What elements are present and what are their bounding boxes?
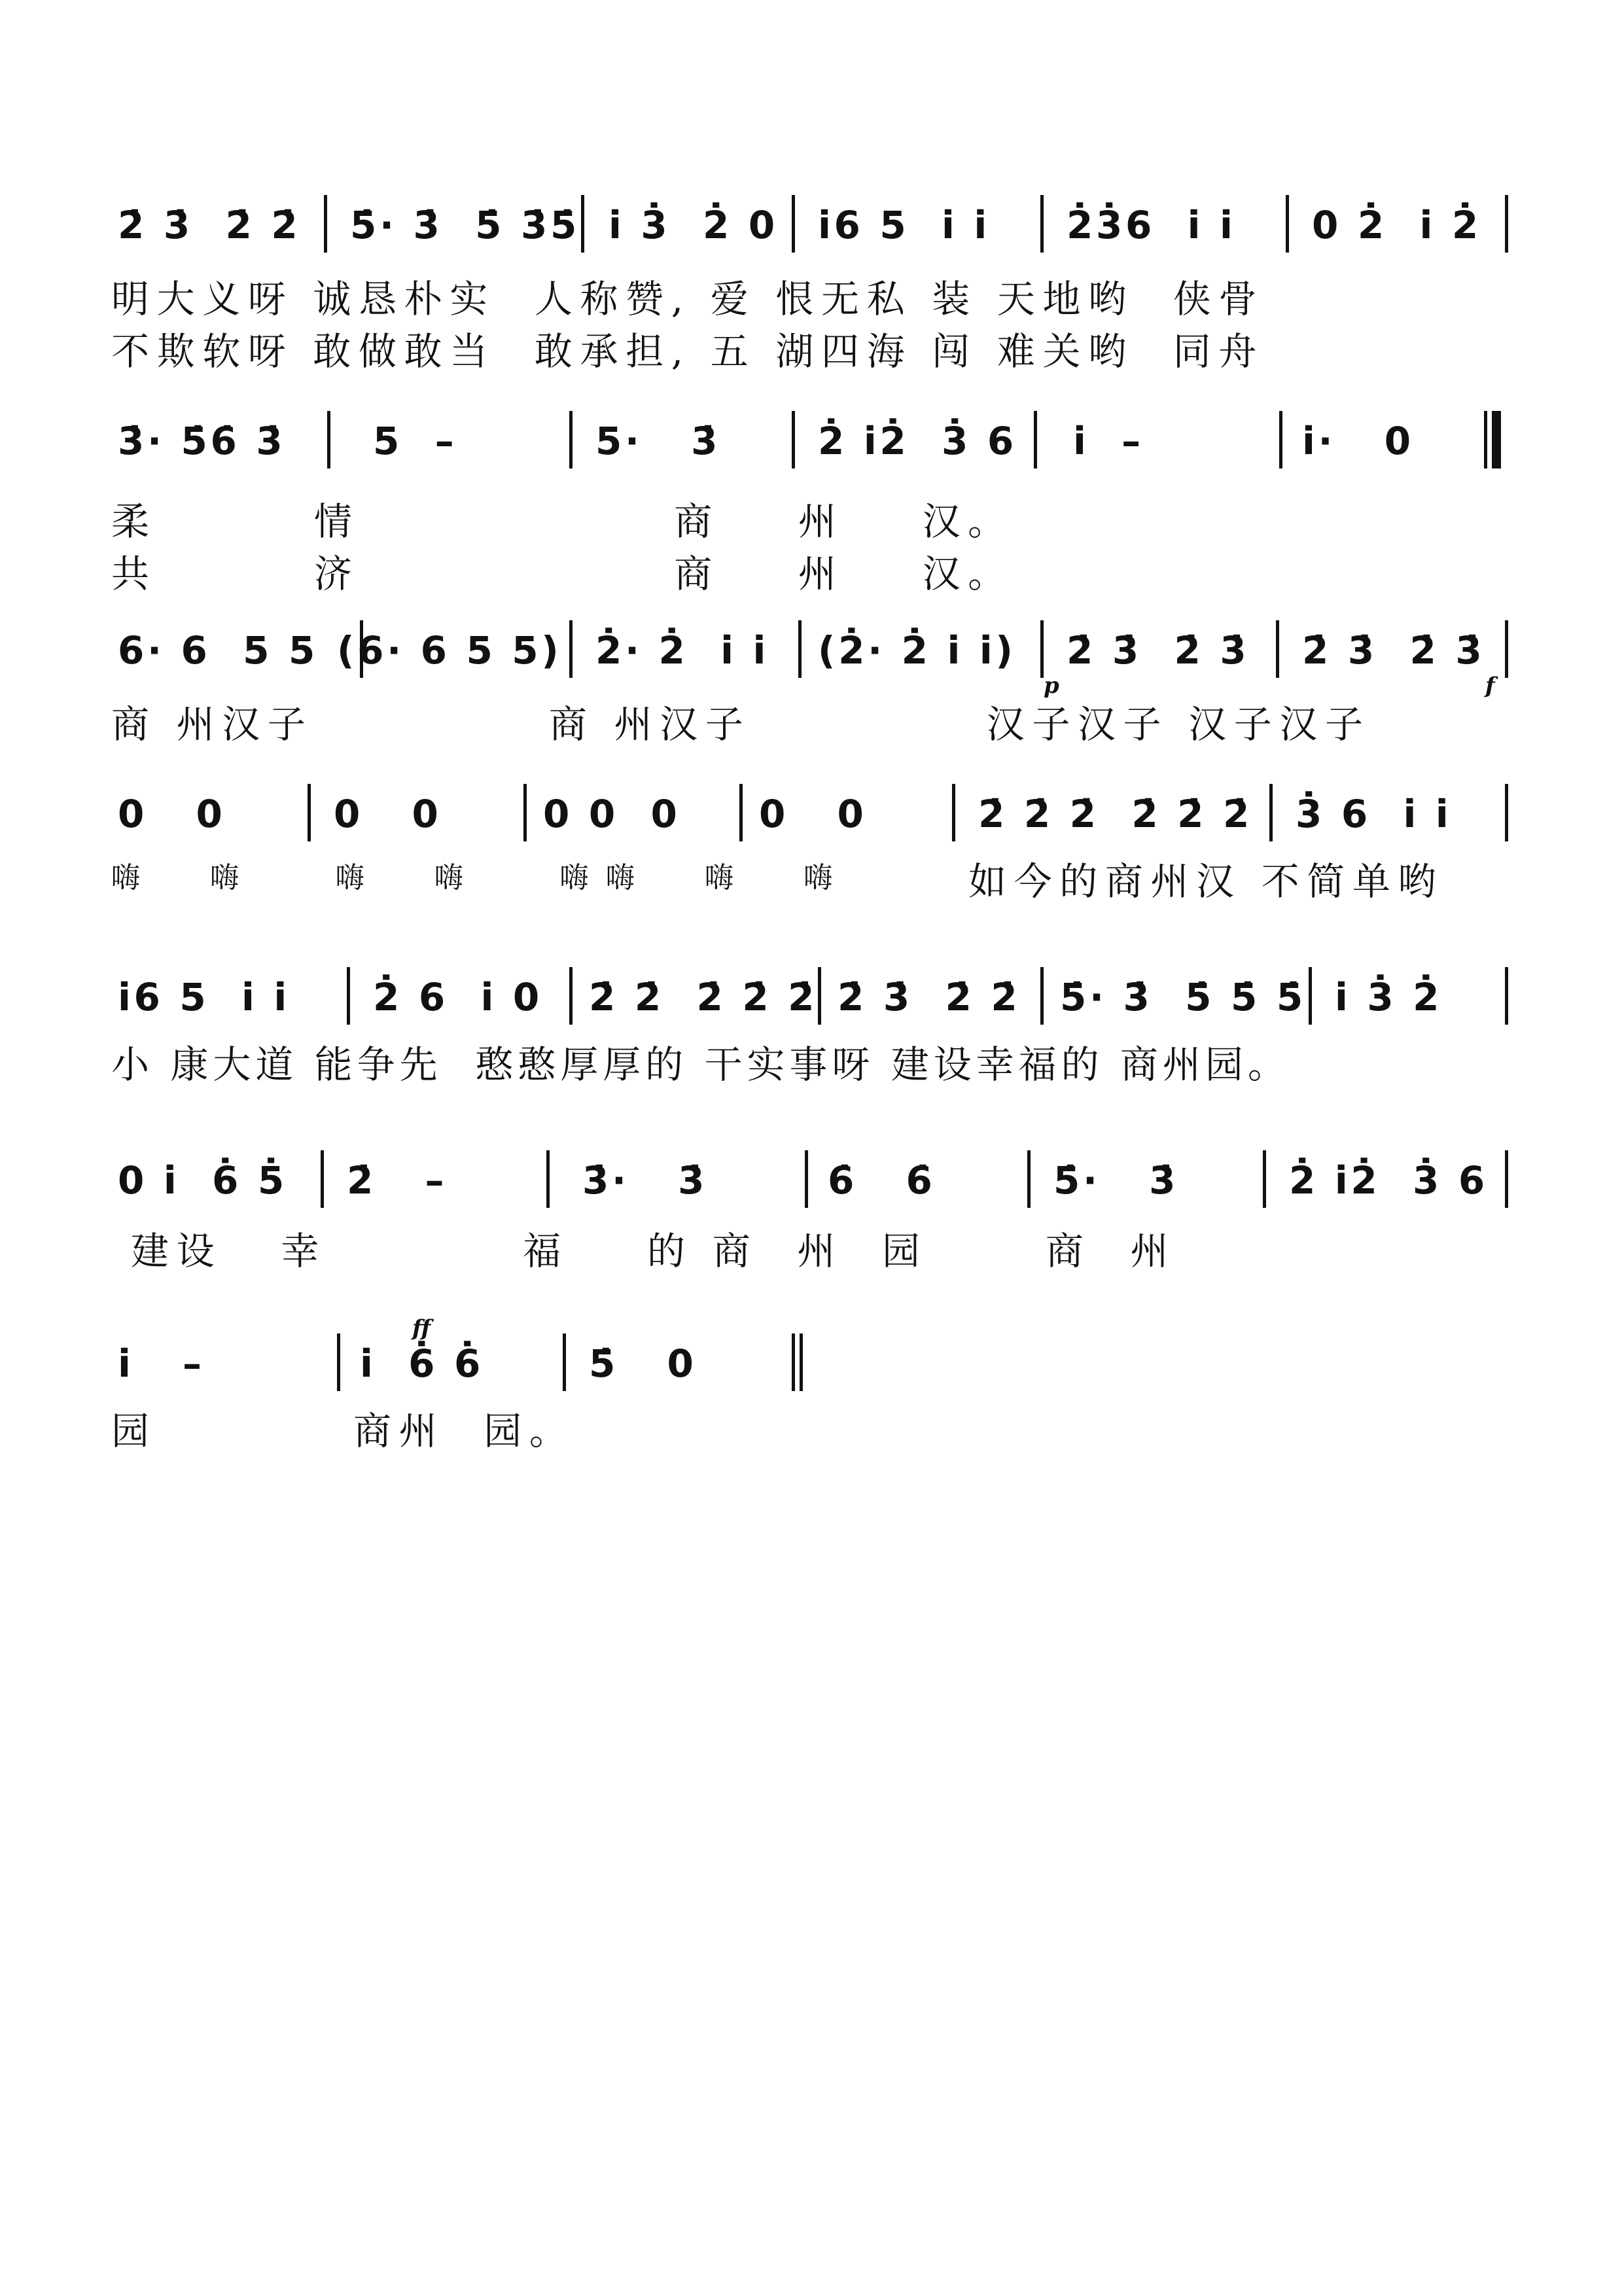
measure: 2̇ 2̇ 2̇ 2̇ 2̇ 2̇ [978,792,1252,836]
barline [523,784,527,841]
measure: i̇ 3̇ 2̇ [1335,975,1443,1019]
barline [327,411,330,468]
measure: 2̇ i̇2̇ 3̇ 6 [818,419,1017,463]
barline [1263,1150,1266,1208]
barline [792,195,795,253]
barline [1279,411,1282,468]
measure: i̇ – [1073,419,1144,463]
notation-row [111,779,1525,857]
barline [337,1333,340,1391]
lyrics-verse-1: 明大义呀 诚恳朴实 人称赞, 爱 恨无私 装 天地哟 侠骨 [111,277,1264,321]
measure: 2̇ 3̇ 2̇ 2̇ [118,203,301,247]
barline [1040,620,1044,678]
notation-row [111,406,1525,484]
barline [818,967,821,1025]
barline [1269,784,1273,841]
notation-row [111,615,1525,699]
measure: 2̇ 6 i̇ 0 [373,975,542,1019]
final-barline-thick [800,1333,803,1391]
measure: 2̇· 2̇ i̇ i̇ [595,628,769,673]
barline [569,620,573,678]
dynamic-marking: ff [412,1315,431,1341]
measure: 2̇ 3̇ 2̇ 2̇ [838,975,1021,1019]
measure: (2̇· 2̇ i̇ i̇) [818,628,1016,673]
barline [805,1150,808,1208]
notation-row [111,962,1525,1040]
measure: 5̇· 3̇ [1053,1158,1179,1203]
lyrics: 小 康大道 能争先 憨憨厚厚的 干实事呀 建设幸福的 商州园。 [111,1042,1290,1087]
barline [569,967,573,1025]
lyrics: 商 州汉子 商 州汉子 汉子汉子 汉子汉子 [111,702,1371,747]
barline [324,195,327,253]
barline [1505,784,1508,841]
barline [739,784,743,841]
barline [1040,967,1044,1025]
lyrics-verse-2: 共 济 商 州 汉。 [111,552,1014,596]
measure: 3̇ 6 i̇ i̇ [1296,792,1452,836]
notation-row [111,1145,1525,1224]
repeat-barline-thick [1492,411,1501,468]
lyrics-verse-2: 不欺软呀 敢做敢当 敢承担, 五 湖四海 闯 难关哟 同舟 [111,329,1264,374]
lyrics: 建设 幸 福 的 商 州 园 商 州 [111,1229,1176,1273]
lyrics-verse-1: 柔 情 商 州 汉。 [111,499,1014,544]
barline [1034,411,1037,468]
barline [581,195,584,253]
measure: i̇6 5 i̇ i̇ [818,203,990,247]
barline [1040,195,1044,253]
measure: 0 0 0 [543,792,680,836]
lyrics: 如今的商州汉 不简单哟 [968,859,1444,904]
measure: 0 0 [334,792,442,836]
barline [798,620,802,678]
barline [1286,195,1289,253]
measure: 5̇ 0 [589,1341,697,1386]
measure: 0 0 [118,792,226,836]
barline [1505,967,1508,1025]
measure: 3̇· 3̇ [582,1158,708,1203]
measure: 5̇· 3̇ 5̇ 3̇5̇ [350,203,580,247]
dynamic-marking: p [1044,673,1059,699]
measure: 2̇ – [347,1158,448,1203]
barline [308,784,311,841]
measure: 0 i̇ 6̇ 5̇ [118,1158,287,1203]
measure: 2̇ i̇2̇ 3̇ 6 [1289,1158,1488,1203]
barline [1309,967,1312,1025]
barline [546,1150,550,1208]
barline [1276,620,1279,678]
measure: 2̇ 3̇ 2̇ 3̇ [1302,628,1485,673]
measure: i̇ 3̇ 2̇ 0 [609,203,778,247]
barline [792,411,795,468]
barline [1505,1150,1508,1208]
dynamic-marking: f [1485,673,1495,699]
final-barline-thin [792,1333,795,1391]
measure: i̇ – [118,1341,205,1386]
barline [321,1150,324,1208]
barline [563,1333,566,1391]
measure: i̇6 5 i̇ i̇ [118,975,290,1019]
lyrics-interjection: 嗨 嗨 嗨 嗨 嗨嗨 嗨 嗨 [111,861,850,894]
measure: 6̇ 6̇ [828,1158,936,1203]
measure: 5· 3̇ [595,419,721,463]
barline [569,411,573,468]
measure: 5̇· 3̇ 5̇ 5̇ 5̇ [1060,975,1306,1019]
barline [1505,620,1508,678]
barline [347,967,350,1025]
notation-row [111,190,1525,268]
barline [952,784,955,841]
measure: 2̇3̇6 i̇ i̇ [1067,203,1236,247]
measure: 3̇· 5̇6̇ 3̇ [118,419,286,463]
measure: 0 0 [759,792,867,836]
measure: i̇ 6̇ 6̇ [360,1341,484,1386]
measure: 2̇ 3̇ 2̇ 3̇ [1067,628,1250,673]
measure: 2̇ 2̇ 2̇ 2̇ 2̇ [589,975,818,1019]
measure: 5 – [373,419,457,463]
barline [1027,1150,1031,1208]
repeat-barline-thin [1484,411,1487,468]
measure: i̇· 0 [1302,419,1414,463]
barline [1505,195,1508,253]
measure: 6· 6 5 5 [118,628,318,673]
measure: (6· 6 5 5) [337,628,562,673]
lyrics: 园 商州 园。 [111,1409,575,1453]
measure: 0 2̇ i̇ 2̇ [1312,203,1481,247]
notation-row [111,1315,1525,1407]
